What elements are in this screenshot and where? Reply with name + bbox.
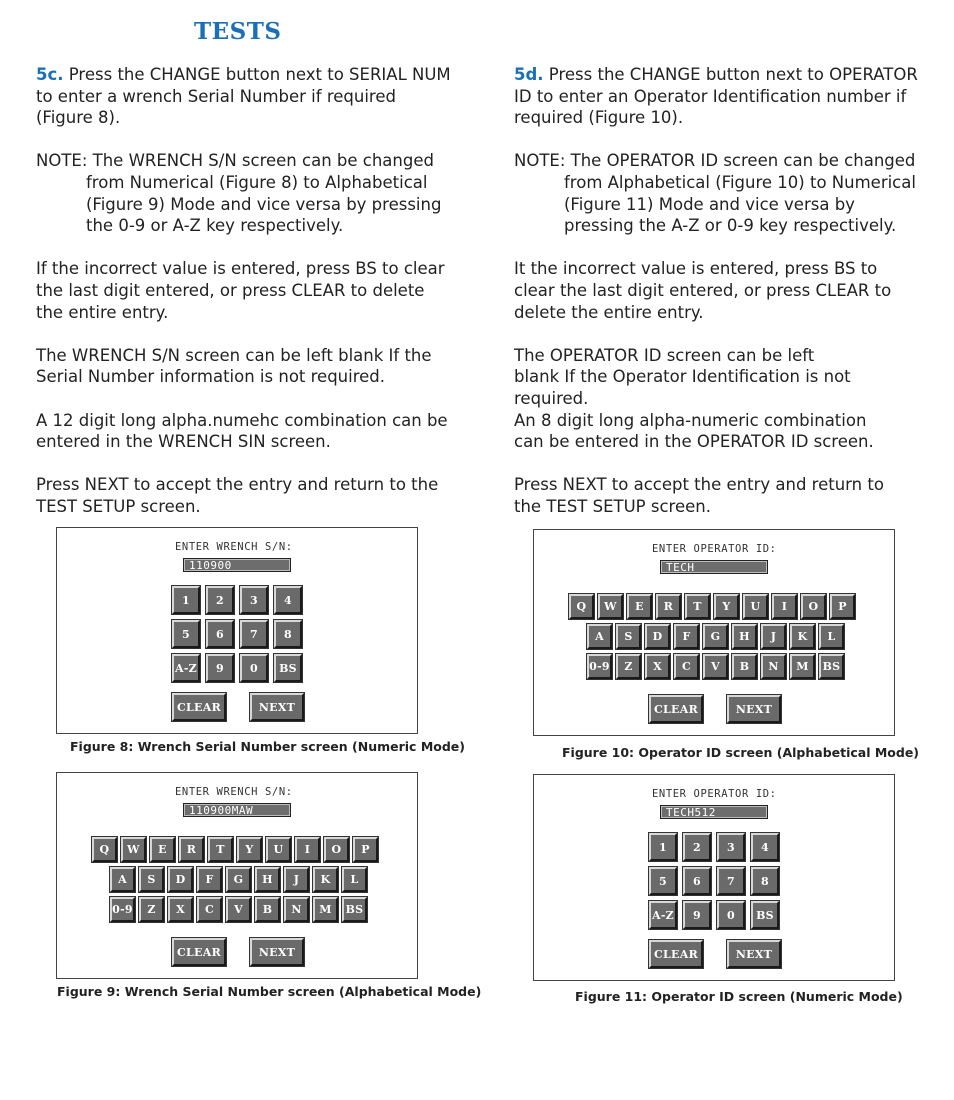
key-o[interactable]: O	[801, 594, 826, 619]
paragraph: The WRENCH S/N screen can be left blank If the Serial Number information is not required.	[36, 345, 432, 387]
key-clear[interactable]: CLEAR	[172, 693, 226, 721]
paragraph: A 12 digit long alpha.numehc combination can be entered in the WRENCH SIN screen.	[36, 410, 448, 452]
paragraph: It the incorrect value is entered, press BS to clear the last digit entered, or press CLEAR to delete the entire entry.	[514, 259, 892, 322]
key-0-9[interactable]: 0-9	[587, 654, 612, 679]
key-2[interactable]: 2	[206, 586, 234, 614]
key-b[interactable]: B	[255, 897, 280, 922]
key-x[interactable]: X	[168, 897, 193, 922]
key-l[interactable]: L	[342, 867, 367, 892]
key-0-9[interactable]: 0-9	[110, 897, 135, 922]
paragraph: If the incorrect value is entered, press BS to clear the last digit entered, or press CLEAR to delete the entire entry.	[36, 259, 445, 322]
key-u[interactable]: U	[266, 837, 291, 862]
key-1[interactable]: 1	[649, 833, 677, 861]
key-t[interactable]: T	[208, 837, 233, 862]
key-bs[interactable]: BS	[751, 901, 779, 929]
paragraph: The OPERATOR ID screen can be left blank If the Operator Identification is not required.	[514, 345, 851, 408]
key-s[interactable]: S	[139, 867, 164, 892]
key-r[interactable]: R	[656, 594, 681, 619]
key-s[interactable]: S	[616, 624, 641, 649]
key-7[interactable]: 7	[240, 620, 268, 648]
key-8[interactable]: 8	[274, 620, 302, 648]
key-h[interactable]: H	[255, 867, 280, 892]
page-title: TESTS	[194, 18, 282, 45]
key-j[interactable]: J	[284, 867, 309, 892]
entry-field[interactable]: TECH512	[660, 805, 768, 819]
step-5c	[36, 64, 456, 129]
paragraph: Press NEXT to accept the entry and return to the TEST SETUP screen.	[514, 475, 884, 516]
entry-field[interactable]: 110900MAW	[183, 803, 291, 817]
key-a-z[interactable]: A-Z	[172, 654, 200, 682]
key-j[interactable]: J	[761, 624, 786, 649]
key-m[interactable]: M	[313, 897, 338, 922]
key-z[interactable]: Z	[139, 897, 164, 922]
key-4[interactable]: 4	[751, 833, 779, 861]
key-9[interactable]: 9	[683, 901, 711, 929]
key-next[interactable]: NEXT	[250, 693, 304, 721]
figure-panel	[56, 772, 418, 979]
key-q[interactable]: Q	[92, 837, 117, 862]
figure-panel	[533, 529, 895, 736]
key-c[interactable]: C	[674, 654, 699, 679]
key-p[interactable]: P	[830, 594, 855, 619]
key-next[interactable]: NEXT	[250, 938, 304, 966]
key-2[interactable]: 2	[683, 833, 711, 861]
key-k[interactable]: K	[790, 624, 815, 649]
key-p[interactable]: P	[353, 837, 378, 862]
key-3[interactable]: 3	[717, 833, 745, 861]
note: NOTE: The WRENCH S/N screen can be changed from Numerical (Figure 8) to Alphabetical (Figure 9) Mode and vice versa by pressing the 0-9 or A-Z key respectively.	[36, 151, 442, 236]
key-l[interactable]: L	[819, 624, 844, 649]
step-5d	[514, 64, 922, 129]
note: NOTE: The OPERATOR ID screen can be changed from Alphabetical (Figure 10) to Numerical (Figure 11) Mode and vice versa by pressing the A-Z or 0-9 key respectively.	[514, 151, 916, 236]
key-e[interactable]: E	[150, 837, 175, 862]
left-column	[36, 64, 456, 539]
key-b[interactable]: B	[732, 654, 757, 679]
figure-panel	[56, 527, 418, 734]
key-q[interactable]: Q	[569, 594, 594, 619]
key-4[interactable]: 4	[274, 586, 302, 614]
key-d[interactable]: D	[168, 867, 193, 892]
entry-prompt: ENTER WRENCH S/N:	[175, 786, 293, 798]
key-1[interactable]: 1	[172, 586, 200, 614]
step-text: Press the CHANGE button next to SERIAL NUM to enter a wrench Serial Number if required (Figure 8).	[36, 65, 451, 128]
key-w[interactable]: W	[598, 594, 623, 619]
figure-caption: Figure 11: Operator ID screen (Numeric Mode)	[575, 989, 903, 1004]
key-x[interactable]: X	[645, 654, 670, 679]
key-m[interactable]: M	[790, 654, 815, 679]
figure-caption: Figure 9: Wrench Serial Number screen (Alphabetical Mode)	[57, 984, 482, 999]
key-k[interactable]: K	[313, 867, 338, 892]
figure-panel	[533, 774, 895, 981]
key-next[interactable]: NEXT	[727, 695, 781, 723]
key-c[interactable]: C	[197, 897, 222, 922]
key-i[interactable]: I	[772, 594, 797, 619]
key-n[interactable]: N	[761, 654, 786, 679]
key-h[interactable]: H	[732, 624, 757, 649]
paragraph: Press NEXT to accept the entry and return to the TEST SETUP screen.	[36, 475, 439, 516]
key-8[interactable]: 8	[751, 867, 779, 895]
key-z[interactable]: Z	[616, 654, 641, 679]
key-bs[interactable]: BS	[274, 654, 302, 682]
key-3[interactable]: 3	[240, 586, 268, 614]
figure-caption: Figure 8: Wrench Serial Number screen (Numeric Mode)	[70, 739, 465, 754]
key-v[interactable]: V	[226, 897, 251, 922]
step-number: 5d.	[514, 65, 544, 84]
key-g[interactable]: G	[703, 624, 728, 649]
key-d[interactable]: D	[645, 624, 670, 649]
key-t[interactable]: T	[685, 594, 710, 619]
key-bs[interactable]: BS	[819, 654, 844, 679]
paragraph: An 8 digit long alpha-numeric combination can be entered in the OPERATOR ID screen.	[514, 410, 874, 452]
key-clear[interactable]: CLEAR	[649, 940, 703, 968]
key-0[interactable]: 0	[240, 654, 268, 682]
key-i[interactable]: I	[295, 837, 320, 862]
key-v[interactable]: V	[703, 654, 728, 679]
key-y[interactable]: Y	[714, 594, 739, 619]
key-n[interactable]: N	[284, 897, 309, 922]
key-f[interactable]: F	[674, 624, 699, 649]
entry-field[interactable]: TECH	[660, 560, 768, 574]
key-7[interactable]: 7	[717, 867, 745, 895]
key-bs[interactable]: BS	[342, 897, 367, 922]
key-f[interactable]: F	[197, 867, 222, 892]
figure-caption: Figure 10: Operator ID screen (Alphabetical Mode)	[562, 745, 920, 760]
key-clear[interactable]: CLEAR	[649, 695, 703, 723]
key-0[interactable]: 0	[717, 901, 745, 929]
entry-prompt: ENTER OPERATOR ID:	[652, 788, 777, 800]
key-clear[interactable]: CLEAR	[172, 938, 226, 966]
key-o[interactable]: O	[324, 837, 349, 862]
key-next[interactable]: NEXT	[727, 940, 781, 968]
key-u[interactable]: U	[743, 594, 768, 619]
right-column	[514, 64, 922, 539]
key-6[interactable]: 6	[683, 867, 711, 895]
key-a-z[interactable]: A-Z	[649, 901, 677, 929]
key-w[interactable]: W	[121, 837, 146, 862]
key-a[interactable]: A	[110, 867, 135, 892]
key-5[interactable]: 5	[172, 620, 200, 648]
key-g[interactable]: G	[226, 867, 251, 892]
entry-prompt: ENTER OPERATOR ID:	[652, 543, 777, 555]
key-y[interactable]: Y	[237, 837, 262, 862]
entry-prompt: ENTER WRENCH S/N:	[175, 541, 293, 553]
key-r[interactable]: R	[179, 837, 204, 862]
step-text: Press the CHANGE button next to OPERATOR ID to enter an Operator Identification number if required (Figure 10).	[514, 65, 918, 128]
key-5[interactable]: 5	[649, 867, 677, 895]
key-e[interactable]: E	[627, 594, 652, 619]
key-9[interactable]: 9	[206, 654, 234, 682]
key-6[interactable]: 6	[206, 620, 234, 648]
key-a[interactable]: A	[587, 624, 612, 649]
entry-field[interactable]: 110900	[183, 558, 291, 572]
step-number: 5c.	[36, 65, 64, 84]
